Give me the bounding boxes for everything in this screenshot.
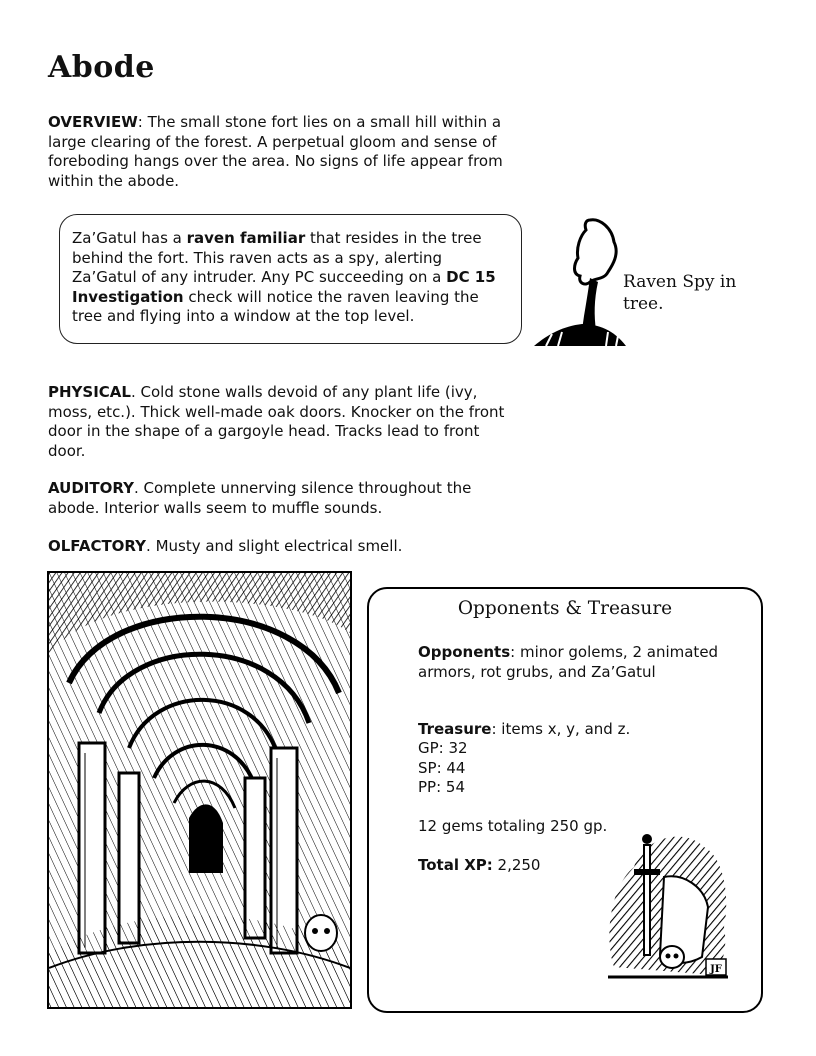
treasure-line [418, 720, 630, 740]
opponents-treasure-title: Opponents & Treasure [457, 598, 673, 619]
opponents-label: Opponents [418, 643, 511, 661]
treasure-label: Treasure [418, 720, 492, 738]
raven-callout-text [72, 229, 509, 327]
callout-text-3: check will notice the raven leaving the tree and flying into a window at the top level. [72, 287, 479, 325]
abode-interior-illustration [47, 571, 352, 1009]
callout-text-2: that resides in the tree behind the fort. This raven acts as a spy, alerting Za’Gatul of any intruder. Any PC succeeding on a [72, 229, 482, 286]
auditory-text: . Complete unnerving silence throughout the abode. Interior walls seem to muffle sounds. [48, 479, 472, 517]
auditory-label: AUDITORY [48, 479, 134, 497]
total-xp-line [418, 856, 540, 876]
auditory-paragraph [48, 479, 513, 518]
physical-label: PHYSICAL [48, 383, 131, 401]
overview-label: OVERVIEW [48, 113, 138, 131]
callout-bold-dc-check: DC 15 Investigation [72, 268, 496, 306]
opponents-line [418, 643, 748, 682]
raven-tree-illustration [528, 212, 628, 352]
opponents-text: : minor golems, 2 animated armors, rot grubs, and Za’Gatul [418, 643, 719, 681]
callout-text-1: Za’Gatul has a [72, 229, 187, 247]
pp-value: PP: 54 [418, 778, 465, 796]
vaulted-hall-drawing [49, 573, 350, 1007]
sp-value: SP: 44 [418, 759, 466, 777]
opponents-treasure-box [367, 587, 763, 1013]
treasure-text: : items x, y, and z. [491, 720, 631, 738]
raven-callout-box [59, 214, 522, 344]
sword-grave-illustration [604, 817, 732, 987]
physical-text: . Cold stone walls devoid of any plant life (ivy, moss, etc.). Thick well-made oak doors. Knocker on the front door in the shape of a gargoyle head. Tracks lead to front door. [48, 383, 505, 460]
olfactory-text: . Musty and slight electrical smell. [146, 537, 403, 555]
total-xp-value: 2,250 [492, 856, 541, 874]
gp-value: GP: 32 [418, 739, 468, 757]
overview-paragraph [48, 113, 523, 191]
artist-signature: JF [710, 964, 722, 975]
total-xp-label: Total XP: [418, 856, 493, 874]
olfactory-label: OLFACTORY [48, 537, 147, 555]
callout-bold-raven-familiar: raven familiar [186, 229, 306, 247]
olfactory-paragraph [48, 537, 513, 557]
overview-text: : The small stone fort lies on a small hill within a large clearing of the forest. A perpetual gloom and sense of foreboding hangs over the area. No signs of life appear from within the abode. [48, 113, 503, 190]
tree-caption: Raven Spy in tree. [623, 272, 737, 314]
physical-paragraph [48, 383, 513, 461]
page-title: Abode [48, 50, 155, 85]
gems-line: 12 gems totaling 250 gp. [418, 817, 608, 835]
